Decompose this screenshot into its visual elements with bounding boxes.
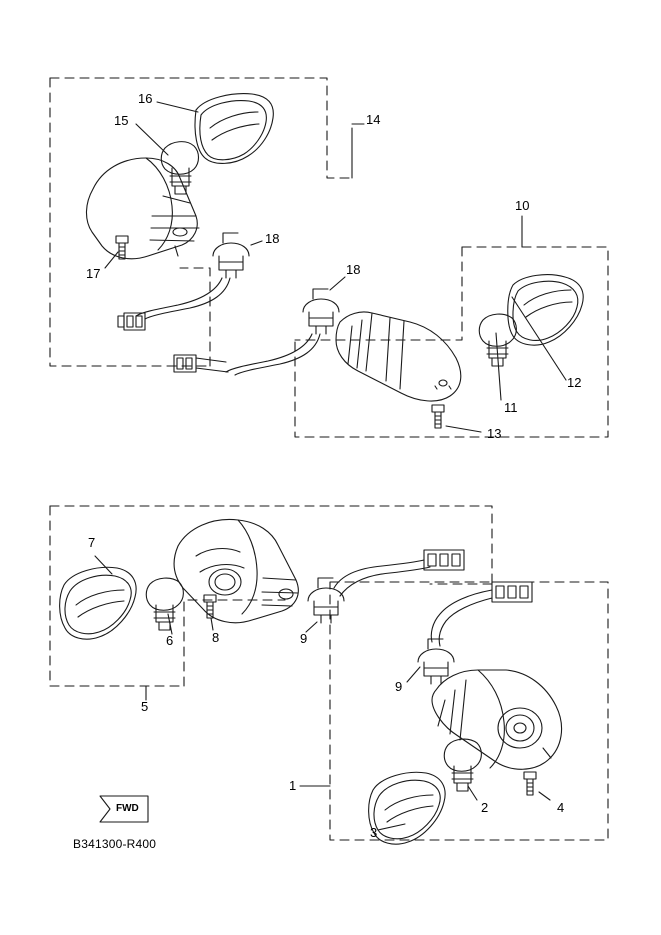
part-14-wire-upper <box>118 278 230 330</box>
leader-lines-group-10 <box>330 216 566 432</box>
part-18-clip-lower <box>303 289 339 334</box>
part-5-wire <box>334 550 464 596</box>
group-14-dashed-boundary <box>50 78 352 366</box>
part-1-wire <box>431 590 492 646</box>
part-8-screw <box>204 595 216 618</box>
part-2-bulb <box>444 739 481 791</box>
part-18-clip-upper <box>213 233 249 278</box>
callout-13: 13 <box>487 426 502 441</box>
part-1-housing <box>432 670 562 769</box>
part-3-lens <box>369 772 445 844</box>
callout-4: 4 <box>557 800 565 815</box>
leader-lines-group-1 <box>300 667 550 830</box>
callout-17: 17 <box>86 266 101 281</box>
part-13-screw <box>432 405 444 428</box>
callout-18-lower: 18 <box>346 262 361 277</box>
callout-3: 3 <box>370 825 378 840</box>
callout-16: 16 <box>138 91 153 106</box>
part-16-lens <box>195 94 273 164</box>
group-5-dashed-boundary <box>50 506 492 686</box>
part-9-clip-left <box>308 578 344 623</box>
part-12-lens <box>508 275 583 345</box>
part-7-lens <box>60 567 136 639</box>
callout-6: 6 <box>166 633 174 648</box>
callout-14: 14 <box>366 112 381 127</box>
part-14-housing <box>86 158 199 259</box>
group-1-dashed-boundary <box>330 582 608 840</box>
callout-18-upper: 18 <box>265 231 280 246</box>
callout-2: 2 <box>481 800 489 815</box>
callout-15: 15 <box>114 113 129 128</box>
part-9-clip-right <box>418 639 454 684</box>
callout-1: 1 <box>289 778 297 793</box>
callout-9-right: 9 <box>395 679 403 694</box>
callout-11: 11 <box>504 400 518 415</box>
part-4-screw <box>524 772 536 795</box>
fwd-label: FWD <box>116 803 139 814</box>
callout-5: 5 <box>141 699 149 714</box>
part-10-housing <box>336 312 461 401</box>
callout-9-left: 9 <box>300 631 308 646</box>
callout-12: 12 <box>567 375 582 390</box>
part-5-housing <box>174 520 298 623</box>
leader-lines-group-5 <box>95 556 317 700</box>
callout-8: 8 <box>212 630 220 645</box>
part-6-bulb <box>146 578 183 630</box>
callout-10: 10 <box>515 198 530 213</box>
callout-7: 7 <box>88 535 96 550</box>
part-1-connector <box>492 582 532 602</box>
part-17-screw <box>116 236 128 259</box>
part-code-label: B341300-R400 <box>73 837 157 851</box>
